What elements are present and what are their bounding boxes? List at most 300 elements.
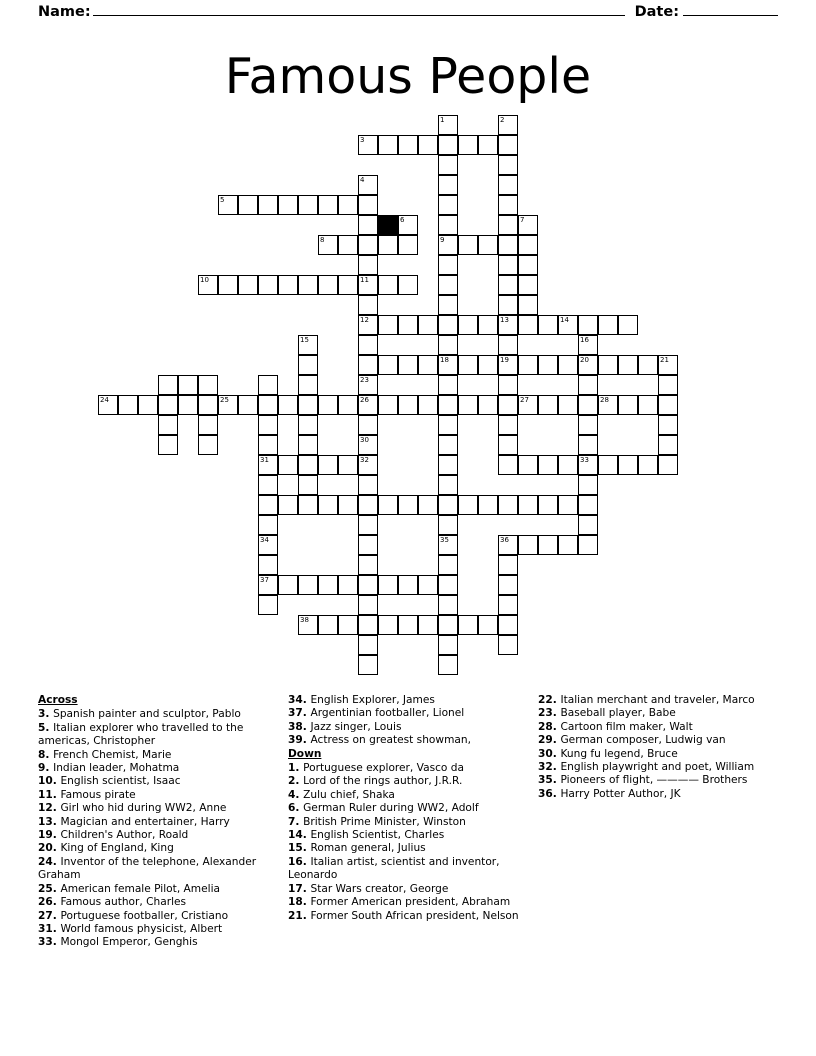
crossword-cell[interactable] — [298, 495, 318, 515]
clue-text: Inventor of the telephone, Alexander Graham — [38, 855, 257, 882]
clue-text: French Chemist, Marie — [53, 748, 172, 761]
clue-item — [538, 694, 770, 707]
crossword-cell[interactable] — [378, 615, 398, 635]
crossword-cell[interactable] — [498, 315, 518, 335]
clue-text: Magician and entertainer, Harry — [60, 815, 230, 828]
crossword-cell[interactable] — [398, 315, 418, 335]
crossword-cell[interactable] — [478, 135, 498, 155]
crossword-cell[interactable] — [298, 455, 318, 475]
clue-text: Cartoon film maker, Walt — [560, 720, 693, 733]
clue-number: 12. — [38, 802, 61, 815]
cell-number: 26 — [360, 396, 369, 404]
crossword-cell[interactable] — [98, 395, 118, 415]
crossword-cell[interactable] — [598, 395, 618, 415]
crossword-cell[interactable] — [438, 215, 458, 235]
crossword-cell[interactable] — [378, 355, 398, 375]
crossword-cell[interactable] — [258, 395, 278, 415]
crossword-cell[interactable] — [358, 235, 378, 255]
crossword-cell[interactable] — [298, 415, 318, 435]
crossword-cell[interactable] — [338, 195, 358, 215]
crossword-cell[interactable] — [478, 235, 498, 255]
crossword-cell[interactable] — [358, 135, 378, 155]
crossword-cell[interactable] — [178, 375, 198, 395]
clue-number: 34. — [288, 694, 311, 706]
crossword-cell[interactable] — [658, 435, 678, 455]
clue-number: 33. — [38, 936, 61, 949]
crossword-cell[interactable] — [498, 135, 518, 155]
crossword-cell[interactable] — [498, 415, 518, 435]
crossword-cell[interactable] — [498, 535, 518, 555]
crossword-cell[interactable] — [258, 495, 278, 515]
crossword-cell[interactable] — [298, 615, 318, 635]
clue-number: 26. — [38, 896, 61, 909]
crossword-cell[interactable] — [438, 335, 458, 355]
crossword-cell[interactable] — [618, 395, 638, 415]
clue-text: Roman general, Julius — [310, 842, 426, 855]
clue-text: World famous physicist, Albert — [60, 922, 223, 935]
clue-text: German Ruler during WW2, Adolf — [303, 802, 479, 815]
crossword-cell[interactable] — [358, 415, 378, 435]
crossword-cell[interactable] — [298, 435, 318, 455]
crossword-cell[interactable] — [378, 135, 398, 155]
clue-item — [538, 788, 770, 801]
clue-number: 32. — [538, 761, 561, 774]
crossword-cell[interactable] — [398, 575, 418, 595]
crossword-cell[interactable] — [498, 395, 518, 415]
crossword-cell[interactable] — [458, 395, 478, 415]
crossword-cell[interactable] — [538, 355, 558, 375]
crossword-cell[interactable] — [318, 495, 338, 515]
clue-text: Portuguese footballer, Cristiano — [60, 909, 229, 922]
crossword-cell[interactable] — [578, 375, 598, 395]
crossword-cell[interactable] — [578, 475, 598, 495]
clues-area — [38, 694, 778, 950]
crossword-cell[interactable] — [478, 495, 498, 515]
crossword-cell[interactable] — [198, 435, 218, 455]
crossword-cell[interactable] — [478, 615, 498, 635]
crossword-cell[interactable] — [438, 475, 458, 495]
crossword-cell[interactable] — [358, 355, 378, 375]
crossword-cell[interactable] — [498, 155, 518, 175]
clue-number: 37. — [288, 707, 311, 720]
crossword-cell[interactable] — [658, 395, 678, 415]
crossword-cell[interactable] — [498, 115, 518, 135]
crossword-cell[interactable] — [458, 315, 478, 335]
crossword-cell[interactable] — [498, 215, 518, 235]
crossword-cell[interactable] — [278, 455, 298, 475]
clue-item — [288, 775, 520, 788]
crossword-cell[interactable] — [338, 495, 358, 515]
crossword-cell[interactable] — [358, 335, 378, 355]
cell-number: 14 — [560, 316, 569, 324]
crossword-cell[interactable] — [598, 455, 618, 475]
clue-text: Famous pirate — [60, 788, 136, 801]
crossword-cell[interactable] — [198, 375, 218, 395]
crossword-cell[interactable] — [498, 435, 518, 455]
crossword-cell[interactable] — [438, 135, 458, 155]
crossword-cell[interactable] — [238, 275, 258, 295]
crossword-cell[interactable] — [358, 455, 378, 475]
crossword-cell[interactable] — [498, 495, 518, 515]
crossword-cell[interactable] — [358, 275, 378, 295]
crossword-cell[interactable] — [458, 615, 478, 635]
crossword-cell[interactable] — [418, 315, 438, 335]
crossword-cell[interactable] — [318, 195, 338, 215]
crossword-cell[interactable] — [278, 575, 298, 595]
crossword-cell[interactable] — [498, 455, 518, 475]
crossword-cell[interactable] — [318, 395, 338, 415]
crossword-cell[interactable] — [518, 395, 538, 415]
crossword-cell[interactable] — [398, 235, 418, 255]
crossword-cell[interactable] — [518, 275, 538, 295]
crossword-cell[interactable] — [238, 195, 258, 215]
crossword-cell[interactable] — [358, 595, 378, 615]
crossword-cell[interactable] — [158, 395, 178, 415]
crossword-cell[interactable] — [578, 535, 598, 555]
crossword-cell[interactable] — [318, 235, 338, 255]
crossword-cell[interactable] — [438, 195, 458, 215]
crossword-cell[interactable] — [658, 455, 678, 475]
crossword-cell[interactable] — [578, 455, 598, 475]
crossword-cell[interactable] — [438, 635, 458, 655]
crossword-cell[interactable] — [498, 555, 518, 575]
crossword-cell[interactable] — [558, 495, 578, 515]
crossword-cell[interactable] — [438, 555, 458, 575]
crossword-cell[interactable] — [498, 575, 518, 595]
crossword-cell[interactable] — [498, 195, 518, 215]
clue-text: Famous author, Charles — [60, 896, 187, 909]
crossword-cell[interactable] — [198, 275, 218, 295]
crossword-cell[interactable] — [578, 315, 598, 335]
crossword-cell[interactable] — [298, 335, 318, 355]
crossword-cell[interactable] — [418, 495, 438, 515]
down-clue-list-part2 — [538, 694, 770, 801]
crossword-cell[interactable] — [338, 275, 358, 295]
crossword-cell[interactable] — [658, 415, 678, 435]
crossword-cell[interactable] — [358, 195, 378, 215]
crossword-cell[interactable] — [298, 355, 318, 375]
crossword-cell[interactable] — [378, 235, 398, 255]
crossword-cell[interactable] — [398, 135, 418, 155]
crossword-cell[interactable] — [178, 395, 198, 415]
crossword-cell[interactable] — [278, 275, 298, 295]
crossword-cell[interactable] — [258, 435, 278, 455]
clue-number: 18. — [288, 896, 311, 909]
crossword-cell[interactable] — [578, 415, 598, 435]
clue-text: Mongol Emperor, Genghis — [60, 936, 198, 949]
crossword-cell[interactable] — [378, 275, 398, 295]
crossword-cell[interactable] — [598, 355, 618, 375]
crossword-cell[interactable] — [498, 235, 518, 255]
crossword-cell[interactable] — [338, 395, 358, 415]
crossword-cell[interactable] — [558, 535, 578, 555]
crossword-cell[interactable] — [438, 295, 458, 315]
crossword-cell[interactable] — [298, 475, 318, 495]
date-input-line[interactable] — [683, 4, 778, 16]
clue-item — [288, 762, 520, 775]
crossword-cell[interactable] — [558, 455, 578, 475]
crossword-cell[interactable] — [438, 595, 458, 615]
crossword-cell[interactable] — [578, 355, 598, 375]
crossword-cell[interactable] — [398, 215, 418, 235]
crossword-cell[interactable] — [638, 395, 658, 415]
down-heading: Down — [288, 747, 322, 760]
crossword-cell[interactable] — [458, 355, 478, 375]
crossword-cell[interactable] — [618, 455, 638, 475]
crossword-cell[interactable] — [358, 615, 378, 635]
crossword-cell[interactable] — [358, 515, 378, 535]
crossword-cell[interactable] — [298, 195, 318, 215]
crossword-cell[interactable] — [298, 395, 318, 415]
crossword-cell[interactable] — [438, 375, 458, 395]
crossword-cell[interactable] — [318, 275, 338, 295]
crossword-cell[interactable] — [258, 375, 278, 395]
crossword-cell[interactable] — [398, 495, 418, 515]
crossword-cell[interactable] — [438, 495, 458, 515]
crossword-cell[interactable] — [478, 355, 498, 375]
crossword-cell[interactable] — [418, 575, 438, 595]
crossword-cell[interactable] — [118, 395, 138, 415]
crossword-cell[interactable] — [298, 275, 318, 295]
clue-text: King of England, King — [60, 842, 174, 855]
crossword-cell[interactable] — [378, 575, 398, 595]
clue-text: Indian leader, Mohatma — [53, 762, 180, 775]
crossword-cell[interactable] — [298, 575, 318, 595]
crossword-cell[interactable] — [298, 375, 318, 395]
clue-text: Portuguese explorer, Vasco da — [303, 762, 464, 775]
crossword-cell[interactable] — [518, 255, 538, 275]
clue-text: Former American president, Abraham — [310, 896, 511, 909]
crossword-cell[interactable] — [358, 655, 378, 675]
crossword-cell[interactable] — [438, 435, 458, 455]
crossword-cell[interactable] — [458, 135, 478, 155]
crossword-cell[interactable] — [258, 595, 278, 615]
clue-item — [38, 883, 270, 896]
crossword-cell[interactable] — [518, 215, 538, 235]
clue-item — [38, 896, 270, 909]
crossword-cell[interactable] — [658, 355, 678, 375]
crossword-cell[interactable] — [278, 195, 298, 215]
page-title: Famous People — [224, 48, 592, 105]
crossword-cell[interactable] — [158, 435, 178, 455]
clue-item — [38, 936, 270, 949]
crossword-cell[interactable] — [638, 455, 658, 475]
clue-text: Argentinian footballer, Lionel — [310, 707, 465, 720]
cell-number: 27 — [520, 396, 529, 404]
clue-item — [288, 910, 520, 923]
crossword-cell[interactable] — [258, 415, 278, 435]
crossword-cell[interactable] — [438, 235, 458, 255]
crossword-cell[interactable] — [358, 255, 378, 275]
crossword-cell[interactable] — [638, 355, 658, 375]
crossword-cell[interactable] — [498, 295, 518, 315]
crossword-cell[interactable] — [498, 375, 518, 395]
crossword-cell[interactable] — [418, 615, 438, 635]
crossword-cell[interactable] — [358, 495, 378, 515]
crossword-cell[interactable] — [358, 475, 378, 495]
crossword-cell[interactable] — [338, 455, 358, 475]
crossword-cell[interactable] — [438, 115, 458, 135]
crossword-cell[interactable] — [578, 395, 598, 415]
clue-item — [288, 856, 520, 883]
crossword-cell[interactable] — [518, 455, 538, 475]
crossword-cell[interactable] — [198, 415, 218, 435]
crossword-cell[interactable] — [578, 335, 598, 355]
crossword-cell[interactable] — [578, 515, 598, 535]
crossword-cell[interactable] — [358, 435, 378, 455]
crossword-cell[interactable] — [518, 235, 538, 255]
crossword-cell[interactable] — [518, 535, 538, 555]
clue-item — [538, 707, 770, 720]
crossword-cell[interactable] — [318, 615, 338, 635]
clue-item — [288, 842, 520, 855]
crossword-cell[interactable] — [438, 455, 458, 475]
crossword-cell[interactable] — [138, 395, 158, 415]
crossword-cell[interactable] — [538, 535, 558, 555]
crossword-cell[interactable] — [438, 615, 458, 635]
crossword-cell[interactable] — [378, 495, 398, 515]
crossword-cell[interactable] — [558, 395, 578, 415]
crossword-cell[interactable] — [158, 375, 178, 395]
crossword-cell[interactable] — [258, 575, 278, 595]
crossword-cell[interactable] — [358, 175, 378, 195]
crossword-cell[interactable] — [498, 255, 518, 275]
crossword-cell[interactable] — [258, 535, 278, 555]
crossword-cell[interactable] — [418, 135, 438, 155]
crossword-cell[interactable] — [438, 575, 458, 595]
clues-column-left — [38, 694, 270, 950]
crossword-cell[interactable] — [578, 435, 598, 455]
crossword-cell[interactable] — [438, 655, 458, 675]
crossword-cell[interactable] — [258, 455, 278, 475]
crossword-cell[interactable] — [258, 515, 278, 535]
crossword-cell[interactable] — [358, 575, 378, 595]
clue-number: 15. — [288, 842, 311, 855]
crossword-cell[interactable] — [438, 315, 458, 335]
clue-item — [38, 749, 270, 762]
crossword-cell[interactable] — [538, 315, 558, 335]
crossword-cell[interactable] — [418, 355, 438, 375]
cell-number: 19 — [500, 356, 509, 364]
crossword-cell[interactable] — [458, 235, 478, 255]
crossword-cell[interactable] — [358, 295, 378, 315]
crossword-cell[interactable] — [538, 495, 558, 515]
crossword-cell[interactable] — [498, 335, 518, 355]
crossword-cell[interactable] — [478, 315, 498, 335]
crossword-cell[interactable] — [618, 315, 638, 335]
crossword-cell[interactable] — [438, 175, 458, 195]
crossword-cell[interactable] — [358, 315, 378, 335]
crossword-cell[interactable] — [198, 395, 218, 415]
clue-number: 29. — [538, 734, 561, 747]
crossword-grid[interactable] — [38, 115, 778, 680]
crossword-cell[interactable] — [518, 315, 538, 335]
crossword-cell[interactable] — [418, 395, 438, 415]
crossword-cell[interactable] — [318, 455, 338, 475]
crossword-cell[interactable] — [578, 495, 598, 515]
crossword-cell[interactable] — [318, 575, 338, 595]
crossword-cell[interactable] — [498, 615, 518, 635]
crossword-cell[interactable] — [398, 275, 418, 295]
crossword-cell[interactable] — [438, 275, 458, 295]
crossword-cell[interactable] — [218, 395, 238, 415]
crossword-cell[interactable] — [338, 575, 358, 595]
crossword-cell[interactable] — [258, 475, 278, 495]
crossword-cell[interactable] — [338, 615, 358, 635]
crossword-cell[interactable] — [358, 375, 378, 395]
crossword-cell[interactable] — [398, 395, 418, 415]
crossword-cell[interactable] — [498, 175, 518, 195]
crossword-cell[interactable] — [518, 355, 538, 375]
crossword-cell[interactable] — [358, 555, 378, 575]
crossword-cell[interactable] — [458, 495, 478, 515]
crossword-cell[interactable] — [438, 255, 458, 275]
crossword-cell[interactable] — [438, 515, 458, 535]
crossword-cell[interactable] — [358, 215, 378, 235]
crossword-cell[interactable] — [538, 395, 558, 415]
across-clue-list-part2 — [288, 694, 520, 748]
cell-number: 2 — [500, 116, 505, 124]
crossword-cell[interactable] — [498, 595, 518, 615]
crossword-cell[interactable] — [518, 295, 538, 315]
crossword-cell[interactable] — [238, 395, 258, 415]
crossword-cell[interactable] — [218, 195, 238, 215]
crossword-cell[interactable] — [398, 355, 418, 375]
clue-number: 2. — [288, 775, 304, 788]
crossword-cell[interactable] — [438, 155, 458, 175]
crossword-cell[interactable] — [498, 635, 518, 655]
crossword-cell[interactable] — [398, 615, 418, 635]
crossword-cell[interactable] — [518, 495, 538, 515]
crossword-cell[interactable] — [558, 315, 578, 335]
clue-number: 4. — [288, 788, 304, 801]
crossword-cell[interactable] — [438, 395, 458, 415]
crossword-cell[interactable] — [538, 455, 558, 475]
crossword-cell[interactable] — [258, 195, 278, 215]
clue-number: 35. — [538, 774, 561, 787]
crossword-cell[interactable] — [618, 355, 638, 375]
name-input-line[interactable] — [93, 4, 625, 16]
crossword-cell[interactable] — [438, 415, 458, 435]
crossword-cell[interactable] — [438, 535, 458, 555]
crossword-cell[interactable] — [378, 315, 398, 335]
crossword-cell[interactable] — [358, 535, 378, 555]
cell-number: 13 — [500, 316, 509, 324]
crossword-cell[interactable] — [478, 395, 498, 415]
crossword-cell[interactable] — [598, 315, 618, 335]
crossword-cell[interactable] — [278, 495, 298, 515]
crossword-cell[interactable] — [158, 415, 178, 435]
crossword-cell[interactable] — [378, 395, 398, 415]
crossword-cell[interactable] — [218, 275, 238, 295]
clue-text: English playwright and poet, William — [560, 761, 755, 774]
crossword-cell[interactable] — [438, 355, 458, 375]
crossword-cell[interactable] — [498, 275, 518, 295]
crossword-cell[interactable] — [358, 395, 378, 415]
clue-text: Italian merchant and traveler, Marco — [560, 694, 755, 706]
crossword-cell[interactable] — [338, 235, 358, 255]
crossword-cell[interactable] — [498, 355, 518, 375]
cell-number: 25 — [220, 396, 229, 404]
crossword-cell[interactable] — [658, 375, 678, 395]
crossword-cell[interactable] — [558, 355, 578, 375]
crossword-cell[interactable] — [278, 395, 298, 415]
crossword-cell[interactable] — [258, 275, 278, 295]
crossword-cell[interactable] — [358, 635, 378, 655]
clue-number: 7. — [288, 815, 304, 828]
crossword-cell[interactable] — [258, 555, 278, 575]
crossword-cell[interactable] — [378, 215, 398, 235]
